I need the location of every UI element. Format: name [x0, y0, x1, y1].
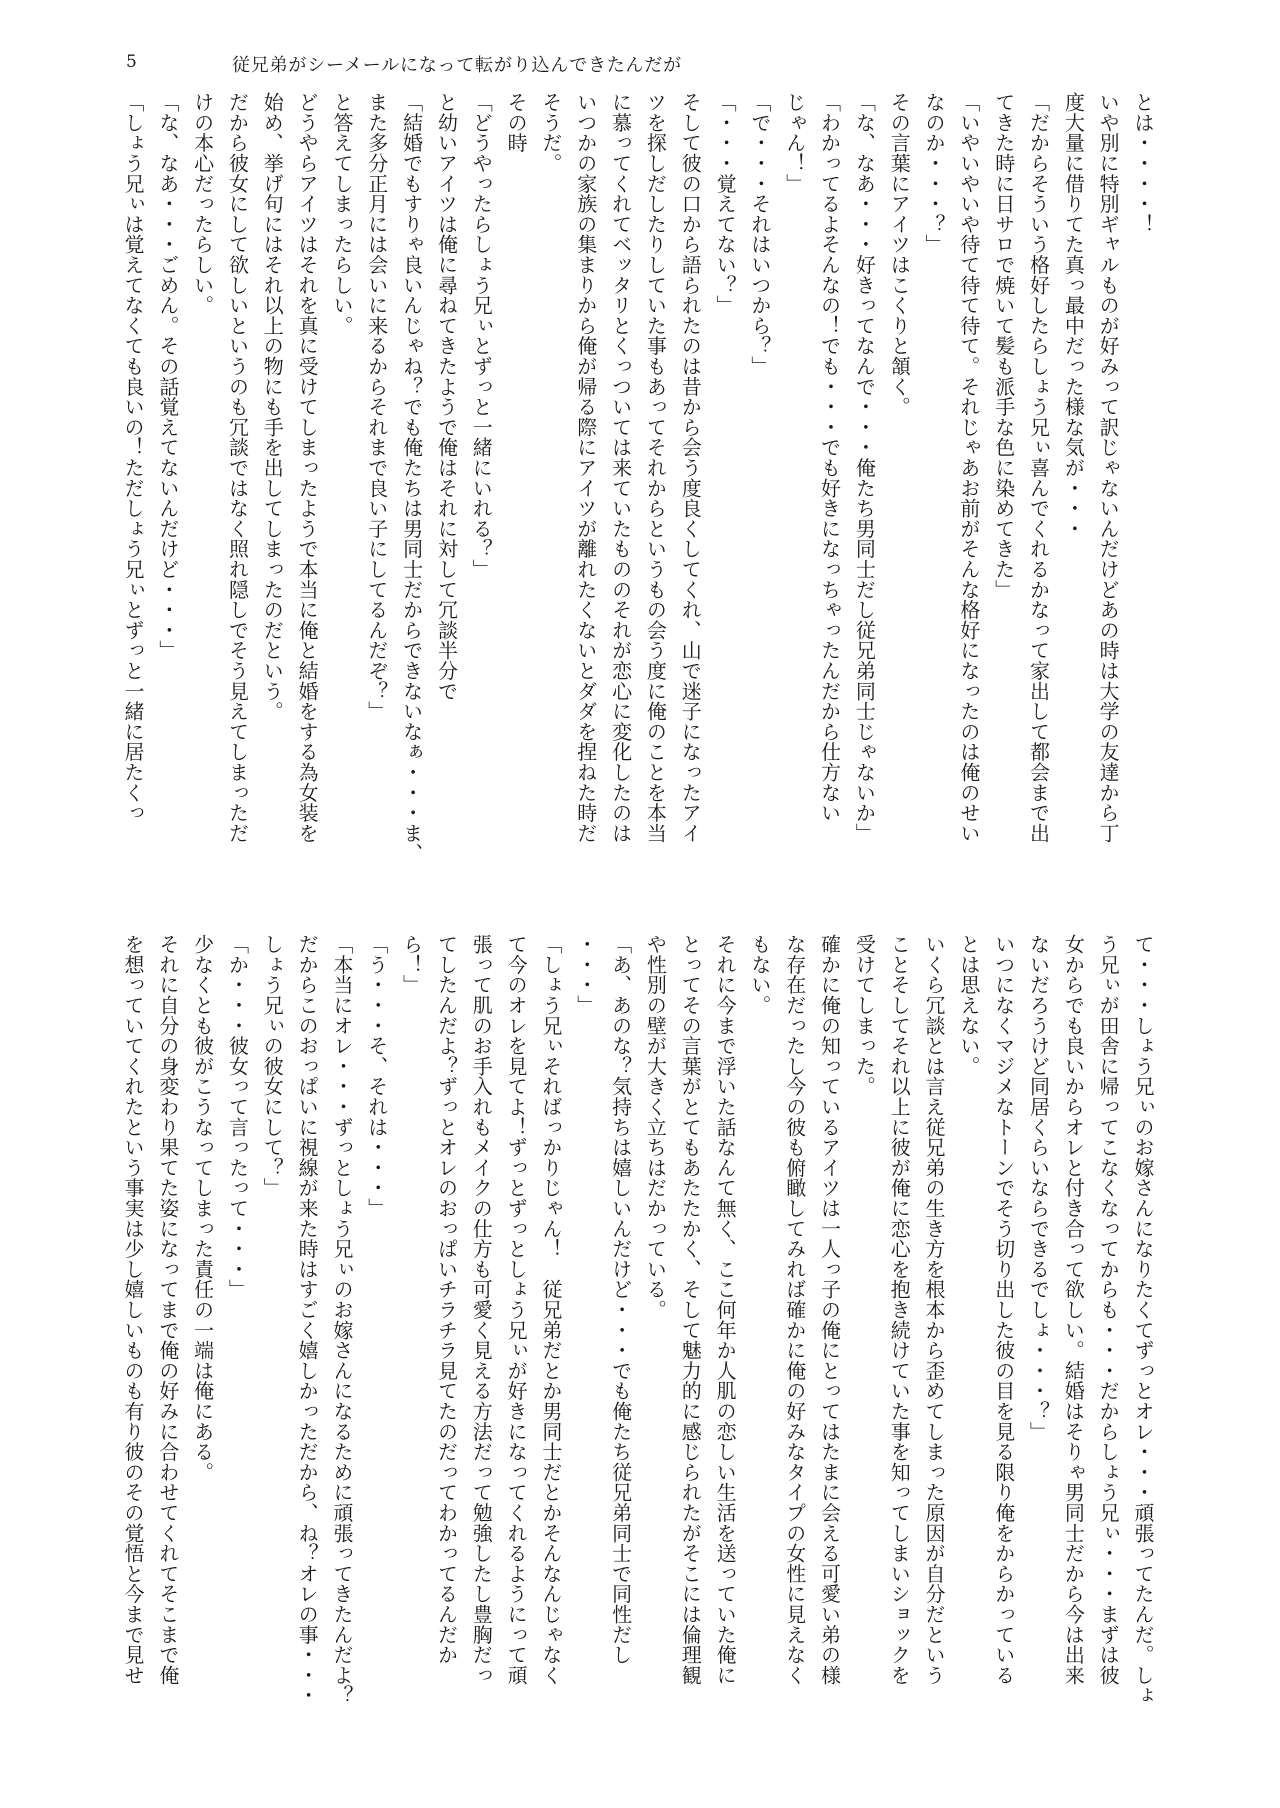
- text-line: ・・・」: [573, 934, 598, 1016]
- text-line: 「どうやったらしょう兄ぃとずっと一緒にいれる？」: [469, 92, 494, 580]
- text-line: いくら冗談とは言え従兄弟の生き方を根本から歪めてしまった原因が自分だという: [922, 934, 947, 1686]
- text-line: 度大量に借りてた真っ最中だった様な気が・・・: [1061, 92, 1086, 539]
- text-line: ことそしてそれ以上に彼が俺に恋心を抱き続けていた事を知ってしまいショックを: [887, 934, 912, 1686]
- text-line: また多分正月には会いに来るからそれまで良い子にしてるんだぞ？」: [364, 92, 389, 722]
- text-line: てきた時に日サロで焼いて髪も派手な色に染めてきた」: [991, 92, 1016, 600]
- text-line: もない。: [747, 934, 772, 1016]
- text-line: 受けてしまった。: [852, 934, 877, 1097]
- text-line: 確かに俺の知っているアイツは一人っ子の俺にとってはたまに会える可愛い弟の様: [817, 934, 842, 1686]
- text-line: だからこのおっぱいに視線が来た時はすごく嬉しかっただから、ね？オレの事・・・: [295, 934, 320, 1706]
- text-line: と答えてしまったらしい。: [329, 92, 354, 336]
- text-line: ツを探しだしたりしていた事もあってそれからというもの会う度に俺のことを本当: [643, 92, 668, 844]
- text-line: とは思えない。: [956, 934, 981, 1077]
- text-line: 「で・・・それはいつから？」: [747, 92, 772, 377]
- text-line: そして彼の口から語られたのは昔から会う度良くしてくれ、山で迷子になったアイ: [678, 92, 703, 844]
- text-line: その言葉にアイツはこくりと頷く。: [887, 92, 912, 417]
- text-line: しょう兄ぃの彼女にして？」: [260, 934, 285, 1198]
- text-line: いつになくマジメなトーンでそう切り出した彼の目を見る限り俺をからかっている: [991, 934, 1016, 1686]
- text-line: 「か・・・彼女って言ったって・・・」: [225, 934, 250, 1300]
- text-line: その時: [504, 92, 529, 153]
- text-line: て今のオレを見てよ！ずっとずっとしょう兄ぃが好きになってくれるようにって頑: [504, 934, 529, 1686]
- body-text-lower: [115, 934, 1160, 1724]
- text-line: 「だからそういう格好したらしょう兄ぃ喜んでくれるかなって家出して都会まで出: [1026, 92, 1051, 844]
- text-line: う兄ぃが田舎に帰ってこなくなってからも・・・だからしょう兄ぃ・・・まずは彼: [1096, 934, 1121, 1686]
- text-line: それに自分の身変わり果てた姿になってまで俺の好みに合わせてくれてそこまで俺: [155, 934, 180, 1686]
- text-line: 「な、なあ・・・好きってなんで・・・俺たち男同士だし従兄弟同士じゃないか」: [852, 92, 877, 844]
- text-line: と幼いアイツは俺に尋ねてきたようで俺はそれに対して冗談半分で: [434, 92, 459, 701]
- text-line: いつかの家族の集まりから俺が帰る際にアイツが離れたくないとダダを捏ねた時だ: [573, 92, 598, 844]
- text-line: を想っていてくれたという事実は少し嬉しいものも有り彼のその覚悟と今まで見せ: [120, 934, 145, 1686]
- text-line: 「しょう兄ぃそればっかりじゃん！ 従兄弟だとか男同士だとかそんなんじゃなく: [538, 934, 563, 1686]
- running-title: 従兄弟がシーメールになって転がり込んできたんだが: [232, 55, 682, 76]
- text-line: じゃん！」: [782, 92, 807, 194]
- text-line: 女からでも良いからオレと付き合って欲しい。結婚はそりゃ男同士だから今は出来: [1061, 934, 1086, 1686]
- text-line: に慕ってくれてベッタリとくっついては来ていたもののそれが恋心に変化したのは: [608, 92, 633, 844]
- text-line: 「・・・覚えてない？」: [713, 92, 738, 316]
- page-number: 5: [126, 52, 137, 72]
- body-text-upper: [115, 92, 1160, 882]
- text-line: 少なくとも彼がこうなってしまった責任の一端は俺にある。: [190, 934, 215, 1483]
- text-line: てしたんだよ？ずっとオレのおっぱいチラチラ見てたのだってわかってるんだか: [434, 934, 459, 1665]
- text-line: 「う・・・そ、それは・・・」: [364, 934, 389, 1219]
- text-line: 「結婚でもすりゃ良いんじゃね？でも俺たちは男同士だからできないなぁ・・・ま、: [399, 92, 424, 864]
- text-line: どうやらアイツはそれを真に受けてしまったようで本当に俺と結婚をする為女装を: [295, 92, 320, 844]
- text-line: 張って肌のお手入れもメイクの仕方も可愛く見える方法だって勉強したし豊胸だっ: [469, 934, 494, 1686]
- text-line: そうだ。: [538, 92, 563, 174]
- text-line: 「わかってるよそんなの！でも・・・でも好きになっちゃったんだから仕方ない: [817, 92, 842, 823]
- text-line: 「あ、あのな？気持ちは嬉しいんだけど・・・でも俺たち従兄弟同士で同性だし: [608, 934, 633, 1665]
- text-line: 「しょう兄ぃは覚えてなくても良いの！ただしょう兄ぃとずっと一緒に居たくっ: [120, 92, 145, 823]
- text-line: 「な、なあ・・・ごめん。その話覚えてないんだけど・・・」: [155, 92, 180, 661]
- text-line: それに今まで浮いた話なんて無く、ここ何年か人肌の恋しい生活を送っていた俺に: [713, 934, 738, 1686]
- text-line: な存在だったし今の彼も俯瞰してみれば確かに俺の好みなタイプの女性に見えなく: [782, 934, 807, 1686]
- text-line: とってその言葉がとてもあたたかく、そして魅力的に感じられたがそこには倫理観: [678, 934, 703, 1686]
- text-line: て・・・しょう兄ぃのお嫁さんになりたくてずっとオレ・・・頑張ってたんだ。しょ: [1131, 934, 1155, 1706]
- text-line: いや別に特別ギャルものが好みって訳じゃないんだけどあの時は大学の友達から丁: [1096, 92, 1121, 844]
- text-line: 「いやいやいや待て待て待て。それじゃあお前がそんな格好になったのは俺のせい: [956, 92, 981, 844]
- text-line: けの本心だったらしい。: [190, 92, 215, 316]
- text-line: 始め、挙げ句にはそれ以上の物にも手を出してしまったのだという。: [260, 92, 285, 722]
- text-line: とは・・・・！: [1131, 92, 1155, 235]
- text-line: なのか・・・？」: [922, 92, 947, 255]
- text-line: ないだろうけど同居くらいならできるでしょ・・・？」: [1026, 934, 1051, 1442]
- text-line: 「本当にオレ・・・ずっとしょう兄ぃのお嫁さんになるために頑張ってきたんだよ？: [329, 934, 354, 1706]
- text-line: や性別の壁が大きく立ちはだかっている。: [643, 934, 668, 1320]
- text-line: ら！」: [399, 934, 424, 995]
- text-line: だから彼女にして欲しいというのも冗談ではなく照れ隠しでそう見えてしまっただ: [225, 92, 250, 844]
